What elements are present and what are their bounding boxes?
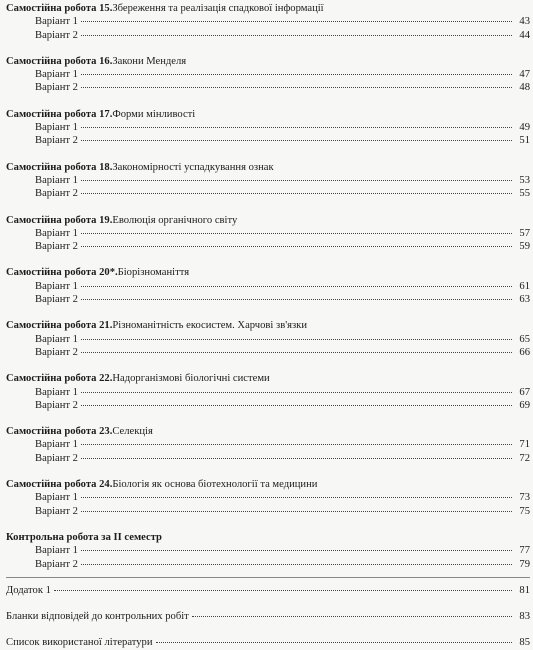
page-number: 66 bbox=[519, 346, 530, 358]
toc-entry-topic: Надорганізмові біологічні системи bbox=[112, 373, 270, 385]
toc-entry-topic: Біорізноманіття bbox=[117, 267, 190, 279]
dot-leader bbox=[81, 298, 512, 300]
toc-entry-number: Контрольна робота за II семестр bbox=[6, 531, 162, 543]
toc-variant-label: Варіант 1 bbox=[35, 227, 78, 239]
dot-leader bbox=[81, 510, 512, 512]
page-number: 57 bbox=[519, 227, 530, 239]
toc-entry-title bbox=[6, 161, 530, 174]
toc-entry bbox=[6, 478, 530, 518]
toc-variant-row bbox=[6, 452, 530, 465]
toc-entry-topic: Закони Менделя bbox=[112, 55, 187, 67]
toc-entry-topic: Закономірності успадкування ознак bbox=[112, 161, 274, 173]
table-of-contents bbox=[6, 2, 530, 650]
dot-leader bbox=[81, 179, 512, 181]
page-number: 71 bbox=[519, 439, 530, 451]
toc-variant-label: Варіант 1 bbox=[35, 122, 78, 134]
toc-entry-title bbox=[6, 531, 530, 544]
toc-entry-number: Самостійна робота 20*. bbox=[6, 267, 118, 279]
page-number: 55 bbox=[519, 188, 530, 200]
toc-entry-title bbox=[6, 55, 530, 68]
toc-variant-row bbox=[6, 81, 530, 94]
toc-variant-label: Варіант 2 bbox=[35, 188, 78, 200]
dot-leader bbox=[81, 139, 512, 141]
page-number: 72 bbox=[519, 452, 530, 464]
toc-appendix-label: Список використаної літератури bbox=[6, 637, 153, 649]
toc-appendix-row bbox=[6, 610, 530, 623]
toc-entry bbox=[6, 2, 530, 42]
page-number: 53 bbox=[519, 174, 530, 186]
toc-entry-topic: Форми мінливості bbox=[112, 108, 196, 120]
toc-entry bbox=[6, 55, 530, 95]
toc-entry bbox=[6, 372, 530, 412]
dot-leader bbox=[81, 338, 512, 340]
toc-entry-title bbox=[6, 478, 530, 491]
page-number: 73 bbox=[519, 492, 530, 504]
dot-leader bbox=[81, 245, 512, 247]
toc-variant-label: Варіант 2 bbox=[35, 452, 78, 464]
toc-variant-label: Варіант 2 bbox=[35, 399, 78, 411]
dot-leader bbox=[81, 86, 512, 88]
toc-entry-number: Самостійна робота 18. bbox=[6, 161, 113, 173]
toc-variant-row bbox=[6, 558, 530, 571]
toc-variant-label: Варіант 2 bbox=[35, 241, 78, 253]
toc-entry bbox=[6, 425, 530, 465]
toc-variant-label: Варіант 2 bbox=[35, 294, 78, 306]
toc-variant-label: Варіант 2 bbox=[35, 346, 78, 358]
dot-leader bbox=[81, 496, 512, 498]
page-number: 43 bbox=[519, 16, 530, 28]
toc-entry-topic: Різноманітність екосистем. Харчові зв'язки bbox=[112, 320, 307, 332]
toc-variant-label: Варіант 1 bbox=[35, 174, 78, 186]
toc-entry-title bbox=[6, 425, 530, 438]
dot-leader bbox=[81, 443, 512, 445]
toc-entry-number: Самостійна робота 16. bbox=[6, 55, 113, 67]
page-number: 63 bbox=[519, 294, 530, 306]
toc-variant-label: Варіант 1 bbox=[35, 280, 78, 292]
page-number: 81 bbox=[519, 584, 530, 596]
dot-leader bbox=[81, 404, 512, 406]
toc-variant-row bbox=[6, 280, 530, 293]
toc-variant-label: Варіант 1 bbox=[35, 386, 78, 398]
page-number: 77 bbox=[519, 545, 530, 557]
toc-entry-number: Самостійна робота 22. bbox=[6, 373, 113, 385]
toc-variant-row bbox=[6, 134, 530, 147]
toc-variant-row bbox=[6, 293, 530, 306]
dot-leader bbox=[81, 232, 512, 234]
toc-variant-row bbox=[6, 491, 530, 504]
toc-entry-topic: Селекція bbox=[112, 426, 153, 438]
dot-leader bbox=[81, 285, 512, 287]
toc-entry-number: Самостійна робота 24. bbox=[6, 479, 113, 491]
toc-entry-topic: Еволюція органічного світу bbox=[112, 214, 238, 226]
toc-variant-row bbox=[6, 227, 530, 240]
dot-leader bbox=[81, 457, 512, 459]
toc-entry bbox=[6, 108, 530, 148]
toc-entry-number: Самостійна робота 21. bbox=[6, 320, 113, 332]
toc-variant-label: Варіант 2 bbox=[35, 505, 78, 517]
dot-leader bbox=[54, 589, 512, 591]
toc-variant-row bbox=[6, 333, 530, 346]
toc-entry bbox=[6, 266, 530, 306]
dot-leader bbox=[81, 391, 512, 393]
toc-appendix-row bbox=[6, 584, 530, 597]
page-number: 47 bbox=[519, 69, 530, 81]
toc-variant-label: Варіант 1 bbox=[35, 492, 78, 504]
toc-variant-row bbox=[6, 544, 530, 557]
page-number: 85 bbox=[519, 637, 530, 649]
toc-variant-row bbox=[6, 346, 530, 359]
dot-leader bbox=[81, 549, 512, 551]
toc-entry-title bbox=[6, 266, 530, 279]
toc-entry-topic: Біологія як основа біотехнології та медицини bbox=[112, 479, 318, 491]
toc-entry-title bbox=[6, 214, 530, 227]
toc-variant-row bbox=[6, 15, 530, 28]
toc-variant-label: Варіант 2 bbox=[35, 558, 78, 570]
toc-entry-number: Самостійна робота 23. bbox=[6, 426, 113, 438]
toc-variant-row bbox=[6, 174, 530, 187]
dot-leader bbox=[81, 73, 512, 75]
dot-leader bbox=[81, 563, 512, 565]
toc-entry-topic: Збереження та реалізація спадкової інформації bbox=[112, 3, 324, 14]
toc-variant-label: Варіант 1 bbox=[35, 16, 78, 28]
toc-variant-label: Варіант 1 bbox=[35, 69, 78, 81]
toc-variant-label: Варіант 2 bbox=[35, 135, 78, 147]
section-divider bbox=[6, 577, 530, 578]
toc-entry-number: Самостійна робота 19. bbox=[6, 214, 113, 226]
toc-entry bbox=[6, 161, 530, 201]
toc-variant-row bbox=[6, 68, 530, 81]
toc-variant-row bbox=[6, 386, 530, 399]
toc-entry-title bbox=[6, 2, 530, 15]
page-number: 65 bbox=[519, 333, 530, 345]
page-number: 75 bbox=[519, 505, 530, 517]
page-number: 79 bbox=[519, 558, 530, 570]
dot-leader bbox=[81, 20, 512, 22]
toc-appendix-label: Бланки відповідей до контрольних робіт bbox=[6, 611, 189, 623]
toc-appendix-row bbox=[6, 636, 530, 649]
toc-entry bbox=[6, 214, 530, 254]
toc-entry bbox=[6, 319, 530, 359]
toc-variant-row bbox=[6, 438, 530, 451]
dot-leader bbox=[81, 192, 512, 194]
toc-entry bbox=[6, 531, 530, 571]
toc-entry-number: Самостійна робота 15. bbox=[6, 3, 113, 14]
page-number: 67 bbox=[519, 386, 530, 398]
toc-variant-row bbox=[6, 505, 530, 518]
page-number: 69 bbox=[519, 399, 530, 411]
page-number: 49 bbox=[519, 122, 530, 134]
toc-entry-number: Самостійна робота 17. bbox=[6, 108, 113, 120]
dot-leader bbox=[192, 615, 512, 617]
toc-entry-title bbox=[6, 108, 530, 121]
page-number: 83 bbox=[519, 611, 530, 623]
page-number: 61 bbox=[519, 280, 530, 292]
page-number: 59 bbox=[519, 241, 530, 253]
toc-variant-row bbox=[6, 240, 530, 253]
toc-variant-row bbox=[6, 121, 530, 134]
toc-entry-title bbox=[6, 372, 530, 385]
page-number: 48 bbox=[519, 82, 530, 94]
dot-leader bbox=[156, 641, 512, 643]
toc-variant-row bbox=[6, 187, 530, 200]
toc-variant-row bbox=[6, 29, 530, 42]
dot-leader bbox=[81, 34, 512, 36]
dot-leader bbox=[81, 351, 512, 353]
dot-leader bbox=[81, 126, 512, 128]
page-number: 51 bbox=[519, 135, 530, 147]
toc-variant-label: Варіант 2 bbox=[35, 82, 78, 94]
page-number: 44 bbox=[519, 29, 530, 41]
toc-variant-row bbox=[6, 399, 530, 412]
toc-entry-title bbox=[6, 319, 530, 332]
toc-variant-label: Варіант 2 bbox=[35, 29, 78, 41]
toc-appendix-label: Додаток 1 bbox=[6, 584, 51, 596]
toc-variant-label: Варіант 1 bbox=[35, 545, 78, 557]
toc-variant-label: Варіант 1 bbox=[35, 333, 78, 345]
toc-variant-label: Варіант 1 bbox=[35, 439, 78, 451]
